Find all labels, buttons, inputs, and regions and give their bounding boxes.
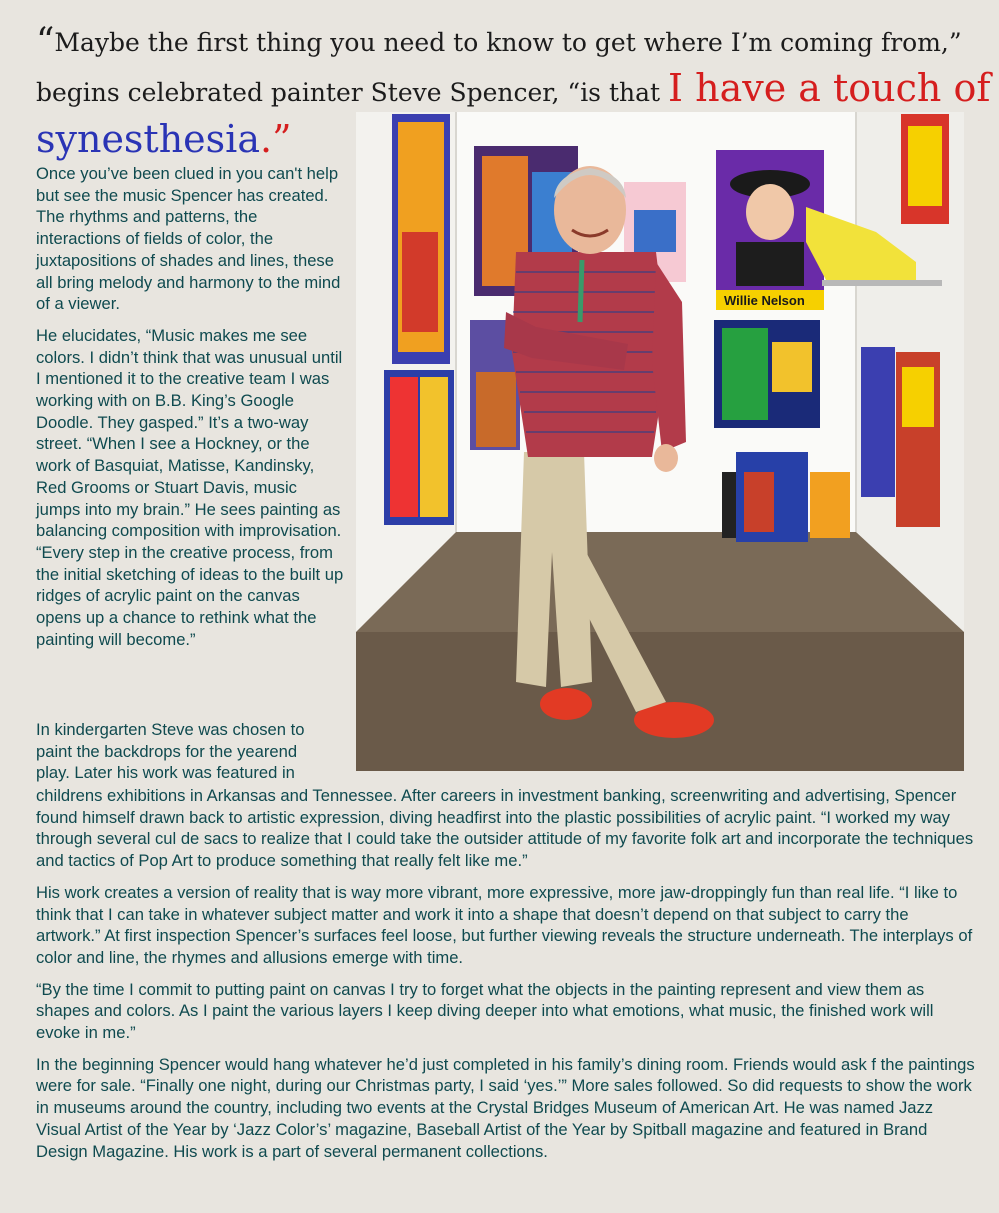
artist-gallery-photo [356,112,964,771]
headline-close-quote: .” [259,117,292,161]
paragraph-synesthesia-intro: Once you’ve been clued in you can't help but see the music Spencer has created. The rhythms and patterns, the interactions of fields of color, the juxtapositions of shades and lines, these all bring melody and harmony to the mind of a viewer. [36,164,341,314]
article-full-width-text [36,785,976,1172]
paragraph-reality: His work creates a version of reality that is way more vibrant, more expressive, more jaw-droppingly fun than real life. “I like to think that I can take in whatever subject matter and work it into a shape that doesn’t depend on that subject to carry the artwork.” At first inspection Spencer’s surfaces feel loose, but further viewing reveals the structure underneath. The interplays of color and line, the rhymes and allusions emerge with time. [36,882,973,967]
headline-line-2-text: begins celebrated painter Steve Spencer, “is that [36,78,669,107]
paragraph-elucidates: He elucidates, “Music makes me see colors. I didn’t think that was unusual until I mentioned it to the creative team I was working with on B.B. King’s Google Doodle. They gasped.” It’s a two-way street. “When I see a Hockney, or the work of Basquiat, Matisse, Kandinsky, Red Grooms or Stuart Davis, music jumps into my brain.” He sees painting as balancing composition with improvisation. “Every step in the creative process, from the initial sketching of ideas to the built up ridges of acrylic paint on the canvas opens up a chance to rethink what the painting will become.” [36,325,344,649]
paragraph-kindergarten-start [36,719,344,784]
article-column-text [36,163,344,660]
headline-line-2 [36,63,991,118]
gallery-photo-illustration [356,112,964,771]
paragraph-careers: childrens exhibitions in Arkansas and Tennessee. After careers in investment banking, screenwriting and advertising, Spencer found himself drawn back to artistic expression, diving headfirst into the plastic possibilities of acrylic paint. “I worked my way through several cul de sacs to realize that I could take the outsider attitude of my favorite folk art and incorporate the techniques and tactics of Pop Art to produce something that really felt like me.” [36,786,974,871]
kindergarten-line: play. Later his work was featured in [36,763,295,783]
open-quote-mark: “ [36,21,55,62]
headline-line-1-text: Maybe the first thing you need to know to get where I’m coming from,” [54,28,962,57]
painting-label-willie: Willie Nelson [724,293,805,308]
headline-line-1 [36,21,981,62]
headline-highlight-red: I have a touch of [668,66,991,110]
paragraph-beginning: In the beginning Spencer would hang whatever he’d just completed in his family’s dining room. Friends would ask f the paintings were for sale. “Finally one night, during our Christmas party, I said ‘yes.’” More sales followed. So did requests to show the work in museums around the country, including two events at the Crystal Bridges Museum of American Art. He was named Jazz Visual Artist of the Year by ‘Jazz Color’s’ magazine, Baseball Artist of the Year by Spitball magazine and featured in Brand Design Magazine. His work is a part of several permanent collections. [36,1054,975,1161]
headline-highlight-blue: synesthesia [36,117,260,161]
kindergarten-line: paint the backdrops for the yearend [36,741,298,761]
kindergarten-line: In kindergarten Steve was chosen to [36,720,305,739]
paragraph-commit-canvas: “By the time I commit to putting paint on canvas I try to forget what the objects in the painting represent and view them as shapes and colors. As I paint the various layers I keep diving deeper into what emotions, what music, the finished work will evoke in me.” [36,979,934,1043]
